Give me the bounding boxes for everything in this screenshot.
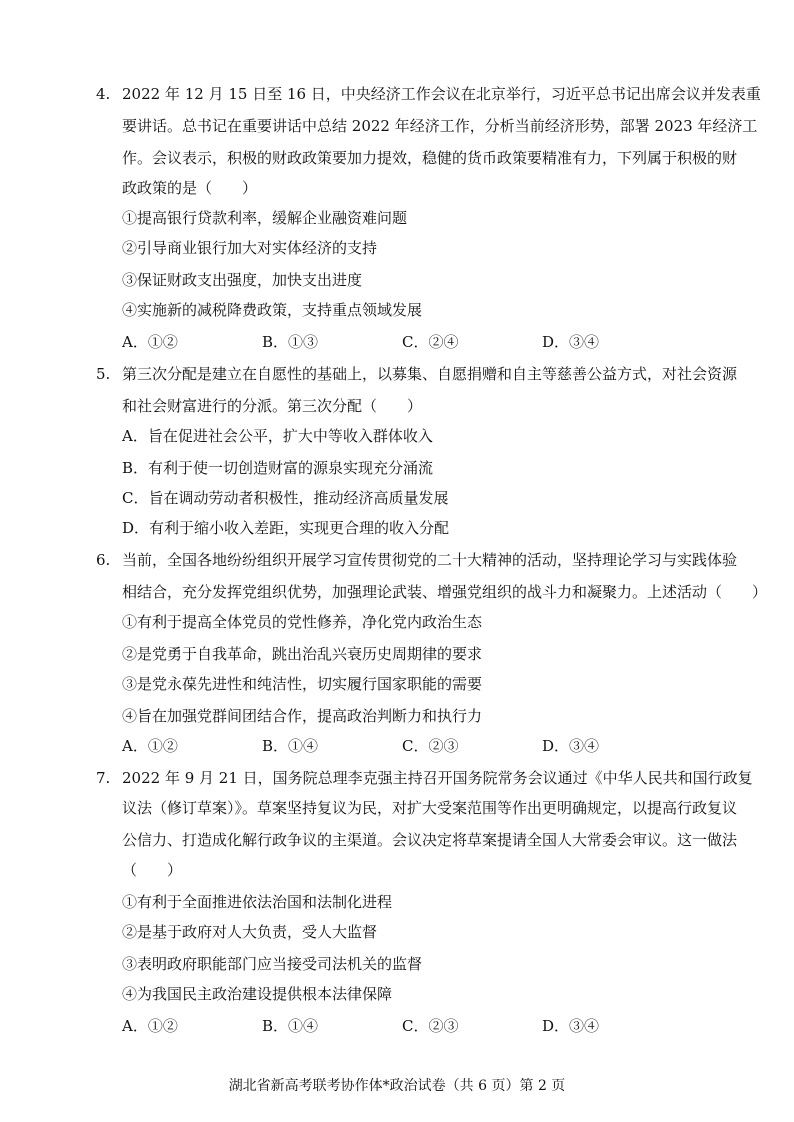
choice-d: D．③④ <box>542 737 600 755</box>
page-footer: 湖北省新高考联考协作体*政治试卷（共 6 页）第 2 页 <box>228 1078 566 1094</box>
statement: ①有利于提高全体党员的党性修养，净化党内政治生态 <box>122 613 483 631</box>
question-stem-line: 第三次分配是建立在自愿性的基础上，以募集、自愿捐赠和自主等慈善公益方式，对社会资源 <box>122 365 738 383</box>
choice-a: A．①② <box>122 737 178 755</box>
question-stem-line: 作。会议表示，积极的财政政策要加力提效，稳健的货币政策要精准有力，下列属于积极的财 <box>122 149 738 167</box>
statement: ③表明政府职能部门应当接受司法机关的监督 <box>122 955 423 973</box>
choice-c: C．②④ <box>402 333 459 351</box>
choice-d: D．③④ <box>542 333 600 351</box>
choice-option: D．有利于缩小收入差距，实现更合理的收入分配 <box>122 519 450 537</box>
question-stem-line: （ ） <box>122 861 183 879</box>
question-number: 6. <box>96 551 111 569</box>
statement: ②引导商业银行加大对实体经济的支持 <box>122 239 378 257</box>
question-stem-line: 相结合，充分发挥党组织优势，加强理论武装、增强党组织的战斗力和凝聚力。上述活动（ ） <box>122 583 768 601</box>
question-stem-line: 议法（修订草案）》。草案坚持复议为民，对扩大受案范围等作出更明确规定，以提高行政复议 <box>122 799 738 817</box>
choice-a: A．①② <box>122 1017 178 1035</box>
question-stem-line: 公信力、打造成化解行政争议的主渠道。会议决定将草案提请全国人大常委会审议。这一做法 <box>122 831 738 849</box>
question-stem-line: 2022 年 9 月 21 日，国务院总理李克强主持召开国务院常务会议通过《中华人民共和国行政复 <box>122 769 753 787</box>
choice-b: B．①③ <box>262 333 319 351</box>
statement: ④实施新的减税降费政策，支持重点领域发展 <box>122 301 423 319</box>
question-stem-line: 和社会财富进行的分派。第三次分配（ ） <box>122 397 423 415</box>
statement: ①有利于全面推进依法治国和法制化进程 <box>122 893 393 911</box>
question-stem-line: 政政策的是（ ） <box>122 179 258 197</box>
question-stem-line: 要讲话。总书记在重要讲话中总结 2022 年经济工作，分析当前经济形势，部署 2023 年经济工 <box>122 117 758 135</box>
statement: ③是党永葆先进性和纯洁性，切实履行国家职能的需要 <box>122 675 483 693</box>
statement: ①提高银行贷款利率，缓解企业融资难问题 <box>122 209 408 227</box>
question-number: 4. <box>96 85 111 103</box>
question-stem-line: 当前，全国各地纷纷组织开展学习宣传贯彻党的二十大精神的活动，坚持理论学习与实践体验 <box>122 551 738 569</box>
choice-option: C．旨在调动劳动者积极性，推动经济高质量发展 <box>122 489 449 507</box>
choice-b: B．①④ <box>262 1017 319 1035</box>
statement: ②是党勇于自我革命，跳出治乱兴衰历史周期律的要求 <box>122 645 483 663</box>
question-number: 5. <box>96 365 111 383</box>
question-number: 7. <box>96 769 111 787</box>
choice-option: A．旨在促进社会公平，扩大中等收入群体收入 <box>122 427 433 445</box>
choice-c: C．②③ <box>402 1017 459 1035</box>
statement: ④旨在加强党群间团结合作，提高政治判断力和执行力 <box>122 707 483 725</box>
statement: ②是基于政府对人大负责，受人大监督 <box>122 923 378 941</box>
statement: ③保证财政支出强度，加快支出进度 <box>122 271 363 289</box>
choice-d: D．③④ <box>542 1017 600 1035</box>
choice-c: C．②③ <box>402 737 459 755</box>
question-stem-line: 2022 年 12 月 15 日至 16 日，中央经济工作会议在北京举行，习近平总书记出席会议并发表重 <box>122 85 761 103</box>
statement: ④为我国民主政治建设提供根本法律保障 <box>122 985 393 1003</box>
choice-option: B．有利于使一切创造财富的源泉实现充分涌流 <box>122 459 434 477</box>
choice-a: A．①② <box>122 333 178 351</box>
choice-b: B．①④ <box>262 737 319 755</box>
